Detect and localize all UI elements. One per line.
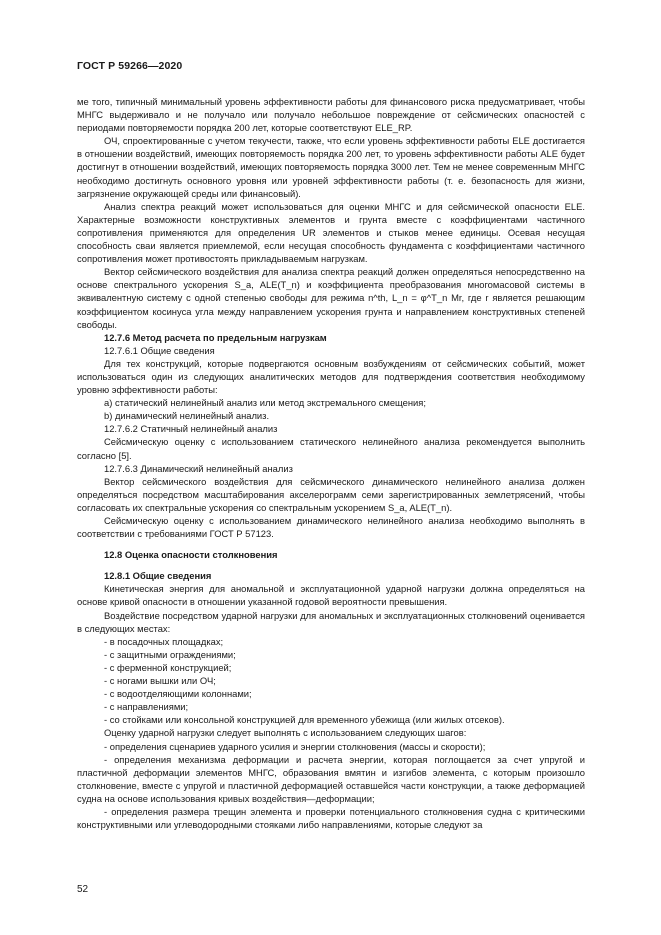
- list-item: - определения механизма деформации и расчета энергии, которая поглощается за счет упругой и пластичной деформации элементов МНГС, образования вмятин и изгибов элемента, с которым произошло столкновение, вместе с упругой и пластичной деформацией оставшейся части конструкции, а также деформацией судна на основе использования кривых воздействия—деформации;: [77, 753, 585, 804]
- list-item: - определения размера трещин элемента и проверки потенциального столкновения судна с критическими конструктивными или углеводородными стояками либо направлениями, которые следуют за: [77, 805, 585, 831]
- list-item: - определения сценариев ударного усилия и энергии столкновения (массы и скорости);: [104, 740, 486, 752]
- list-item: - с водоотделяющими колоннами;: [104, 688, 252, 700]
- list-item: - с защитными ограждениями;: [104, 648, 236, 660]
- page-content: [77, 95, 585, 831]
- list-item: - с ногами вышки или ОЧ;: [104, 675, 216, 687]
- list-item: - с ферменной конструкцией;: [104, 661, 232, 673]
- section-heading-12-7-6: 12.7.6 Метод расчета по предельным нагрузкам: [104, 331, 327, 343]
- list-item: - в посадочных площадках;: [104, 635, 224, 647]
- paragraph-12-7-6-3-b: Сейсмическую оценку с использованием динамического нелинейного анализа необходимо выполнять в соответствии с требованиями ГОСТ Р 57123.: [77, 515, 585, 540]
- paragraph-12-8-1-a: Кинетическая энергия для аномальной и эксплуатационной ударной нагрузки должна определяться на основе кривой опасности в отношении указанной годовой вероятности превышения.: [77, 583, 585, 608]
- subsection-heading-12-7-6-2: 12.7.6.2 Статичный нелинейный анализ: [104, 423, 278, 435]
- paragraph-12-7-6-2: Сейсмическую оценку с использованием статического нелинейного анализа рекомендуется выполнить согласно [5].: [77, 436, 585, 461]
- subsection-heading-12-8-1: 12.8.1 Общие сведения: [104, 570, 212, 582]
- subsection-heading-12-7-6-1: 12.7.6.1 Общие сведения: [104, 344, 215, 356]
- page-number: 52: [77, 884, 89, 895]
- paragraph-3: Анализ спектра реакций может использоваться для оценки МНГС и для сейсмической опасности ELE. Характерные возможности конструктивных элементов и грунта вместе с коэффициентами частичного сопротивления применяются для определения UR элементов и стыков менее единицы. Осевая несущая способность сваи является приемлемой, если несущая способность фундамента с коэффициентами частичного сопротивления может противостоять прикладываемым нагрузкам.: [77, 200, 585, 265]
- paragraph-2: ОЧ, спроектированные с учетом текучести, также, что если уровень эффективности работы ELE достигается в отношении воздействий, имеющих повторяемость порядка 200 лет, то уровень эффективности работы ALE будет достигнут в отношении воздействий, имеющих повторяемость порядка 3000 лет. Тем не менее современным МНГС необходимо достигнуть основного уровня или уровней эффективности работы (т. е. безопасность для жизни, загрязнение окружающей среды или финансовый).: [77, 135, 585, 199]
- section-heading-12-8: 12.8 Оценка опасности столкновения: [104, 549, 278, 561]
- paragraph-12-7-6-1: Для тех конструкций, которые подвергаются основным возбуждениям от сейсмических событий, может использоваться один из следующих аналитических методов для подтверждения соответствия необходимому уровню эффективности работы:: [77, 357, 585, 396]
- paragraph-4: Вектор сейсмического воздействия для анализа спектра реакций должен определяться непосредственно на основе спектрального ускорения S_a, ALE(T_n) и коэффициента преобразования многомасовой системы в эквивалентную систему с одной степенью свободы для режима n^th, L_n = φ^T_n Mr, где r является решающим коэффициентом косинуса угла между направлением ускорения грунта и направлением конструктивных степеней свободы.: [77, 266, 585, 330]
- subsection-heading-12-7-6-3: 12.7.6.3 Динамический нелинейный анализ: [104, 462, 293, 474]
- list-item-b: b) динамический нелинейный анализ.: [104, 410, 270, 422]
- document-code-header: ГОСТ Р 59266—2020: [77, 60, 183, 72]
- paragraph-1: ме того, типичный минимальный уровень эффективности работы для финансового риска предусматривает, чтобы МНГС выдерживало и не получало или получало небольшое повреждение от сейсмических опасностей с периодами повторяемости порядка 200 лет, которые соответствуют ELE_RP.: [77, 96, 585, 134]
- list-item: - со стойками или консольной конструкцией для временного убежища (или жилых отсеков).: [104, 714, 505, 726]
- paragraph-12-8-1-c: Оценку ударной нагрузки следует выполнять с использованием следующих шагов:: [104, 727, 467, 739]
- paragraph-12-8-1-b: Воздействие посредством ударной нагрузки для аномальных и эксплуатационных столкновений оценивается в следующих местах:: [77, 609, 585, 634]
- list-item: - с направлениями;: [104, 701, 189, 713]
- paragraph-12-7-6-3: Вектор сейсмического воздействия для сейсмического динамического нелинейного анализа должен определяться посредством масштабирования акселерограмм семи зарегистрированных землетрясений, чтобы согласовать их спектральные ускорения со спектральным ускорением S_a, ALE(T_n).: [77, 475, 585, 513]
- list-item-a: a) статический нелинейный анализ или метод экстремального смещения;: [104, 397, 426, 409]
